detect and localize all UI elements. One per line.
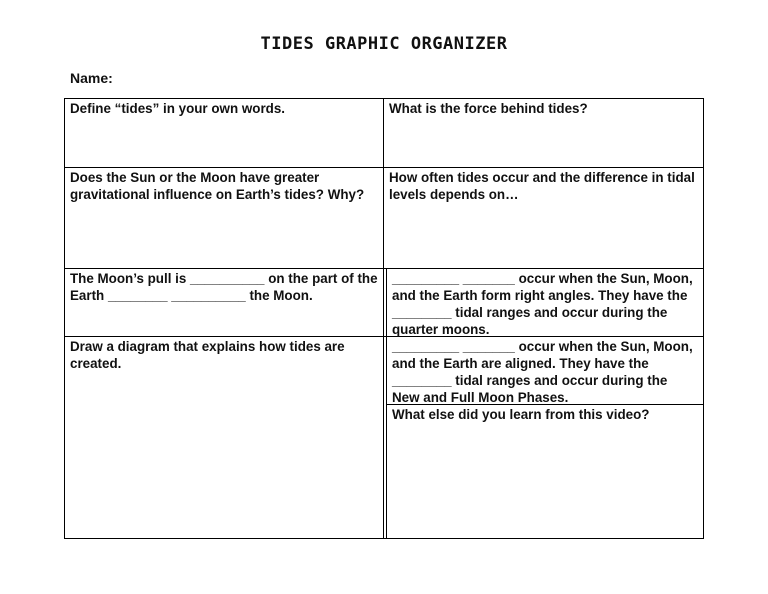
cell-force-behind-tides[interactable]: What is the force behind tides? <box>389 101 588 116</box>
cell-how-often[interactable]: How often tides occur and the difference in tidal levels depends on… <box>389 170 695 202</box>
cell-right-angles[interactable]: _________ _______ occur when the Sun, Moon, and the Earth form right angles. They have the ________ tidal ranges and occur during the quarter moons. <box>392 271 693 337</box>
page-title: TIDES GRAPHIC ORGANIZER <box>260 34 508 54</box>
cell-moons-pull[interactable]: The Moon’s pull is __________ on the part of the Earth ________ __________ the Moon. <box>70 271 378 303</box>
cell-define-tides[interactable]: Define “tides” in your own words. <box>70 101 286 116</box>
name-label: Name: <box>70 70 113 86</box>
cell-what-else[interactable]: What else did you learn from this video? <box>392 407 650 422</box>
organizer-table <box>64 98 704 539</box>
cell-sun-or-moon[interactable]: Does the Sun or the Moon have greater gravitational influence on Earth’s tides? Why? <box>70 170 365 202</box>
cell-aligned[interactable]: _________ _______ occur when the Sun, Moon, and the Earth are aligned. They have the ________ tidal ranges and occur during the New and Full Moon Phases. <box>392 339 693 405</box>
cell-draw-diagram[interactable]: Draw a diagram that explains how tides are created. <box>70 339 345 371</box>
